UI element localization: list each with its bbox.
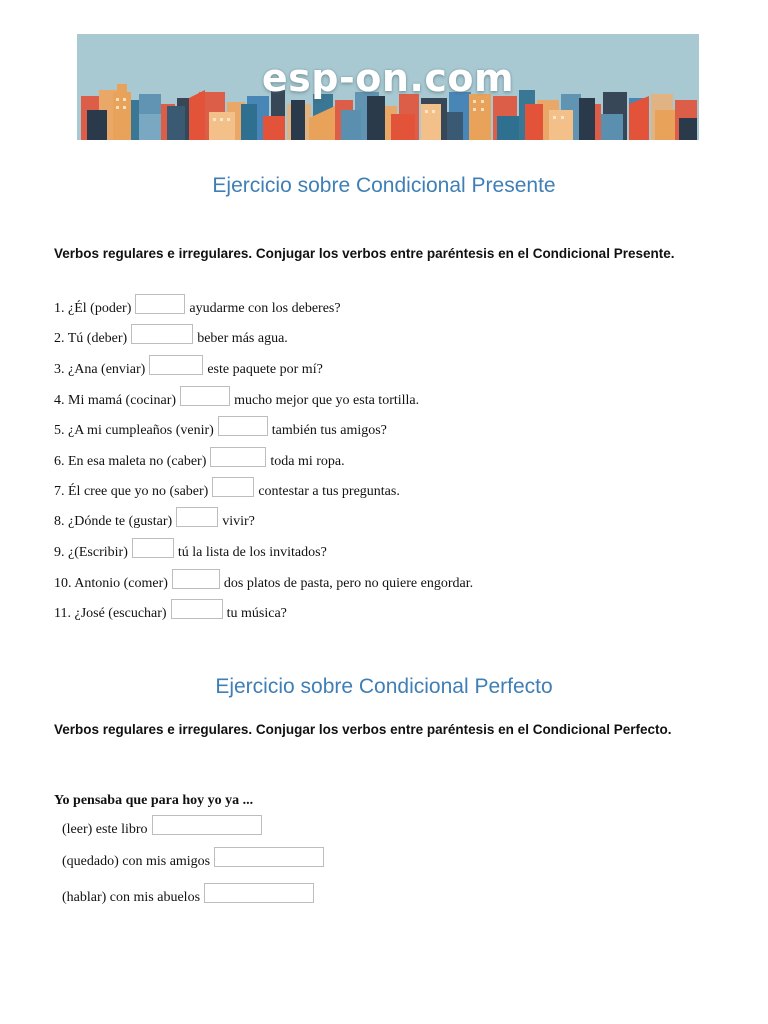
- answer-field[interactable]: [204, 883, 314, 903]
- answer-field[interactable]: [172, 569, 220, 589]
- list-item: [54, 511, 255, 533]
- item-text-before: (hablar) con mis abuelos: [62, 890, 201, 905]
- answer-field[interactable]: [131, 324, 193, 344]
- item-text-before: 5. ¿A mi cumpleaños (venir): [54, 423, 214, 438]
- item-text-after: toda mi ropa.: [270, 454, 345, 469]
- site-banner: [77, 34, 699, 140]
- answer-field[interactable]: [171, 599, 223, 619]
- answer-field[interactable]: [212, 477, 254, 497]
- list-item: [54, 328, 288, 350]
- item-text-before: 8. ¿Dónde te (gustar): [54, 514, 173, 529]
- item-text-before: 6. En esa maleta no (caber): [54, 454, 207, 469]
- list-item: [54, 390, 419, 412]
- list-item: [54, 481, 400, 503]
- item-text-after: tu música?: [226, 606, 287, 621]
- list-item: [54, 451, 345, 473]
- section2-instructions: Verbos regulares e irregulares. Conjugar los verbos entre paréntesis en el Condicional Perfecto.: [54, 722, 672, 737]
- item-text-before: 7. Él cree que yo no (saber): [54, 484, 209, 499]
- item-text-after: dos platos de pasta, pero no quiere engordar.: [223, 576, 474, 591]
- section1-title: Ejercicio sobre Condicional Presente: [212, 174, 556, 197]
- list-item: [62, 852, 328, 872]
- section2-title: Ejercicio sobre Condicional Perfecto: [215, 675, 553, 698]
- answer-field[interactable]: [180, 386, 230, 406]
- item-text-before: 3. ¿Ana (enviar): [54, 362, 146, 377]
- item-text-after: vivir?: [222, 514, 255, 529]
- item-text-before: 1. ¿Él (poder): [54, 301, 132, 316]
- list-item: [54, 603, 287, 625]
- item-text-before: (quedado) con mis amigos: [62, 854, 211, 869]
- list-item: [54, 298, 341, 320]
- answer-field[interactable]: [149, 355, 203, 375]
- answer-field[interactable]: [176, 507, 218, 527]
- item-text-before: 9. ¿(Escribir): [54, 545, 128, 560]
- list-item: [54, 573, 473, 595]
- answer-field[interactable]: [218, 416, 268, 436]
- answer-field[interactable]: [210, 447, 266, 467]
- item-text-after: ayudarme con los deberes?: [189, 301, 341, 316]
- list-item: [54, 542, 327, 564]
- item-text-after: este paquete por mí?: [207, 362, 323, 377]
- site-logo-text: esp-on.com: [261, 56, 515, 100]
- item-text-before: (leer) este libro: [62, 822, 148, 837]
- answer-field[interactable]: [152, 815, 262, 835]
- item-text-before: 11. ¿José (escuchar): [54, 606, 167, 621]
- list-item: [54, 420, 387, 442]
- item-text-before: 4. Mi mamá (cocinar): [54, 393, 177, 408]
- list-item: [62, 888, 318, 908]
- item-text-before: 2. Tú (deber): [54, 331, 128, 346]
- item-text-after: también tus amigos?: [271, 423, 387, 438]
- list-item: [62, 820, 266, 840]
- item-text-before: 10. Antonio (comer): [54, 576, 168, 591]
- list-item: [54, 359, 323, 381]
- section2-lead-sentence: Yo pensaba que para hoy yo ya ...: [54, 793, 254, 808]
- item-text-after: mucho mejor que yo esta tortilla.: [234, 393, 420, 408]
- item-text-after: contestar a tus preguntas.: [258, 484, 400, 499]
- item-text-after: beber más agua.: [197, 331, 288, 346]
- answer-field[interactable]: [132, 538, 174, 558]
- section1-instructions: Verbos regulares e irregulares. Conjugar los verbos entre paréntesis en el Condicional Presente.: [54, 246, 675, 261]
- answer-field[interactable]: [214, 847, 324, 867]
- item-text-after: tú la lista de los invitados?: [177, 545, 327, 560]
- answer-field[interactable]: [135, 294, 185, 314]
